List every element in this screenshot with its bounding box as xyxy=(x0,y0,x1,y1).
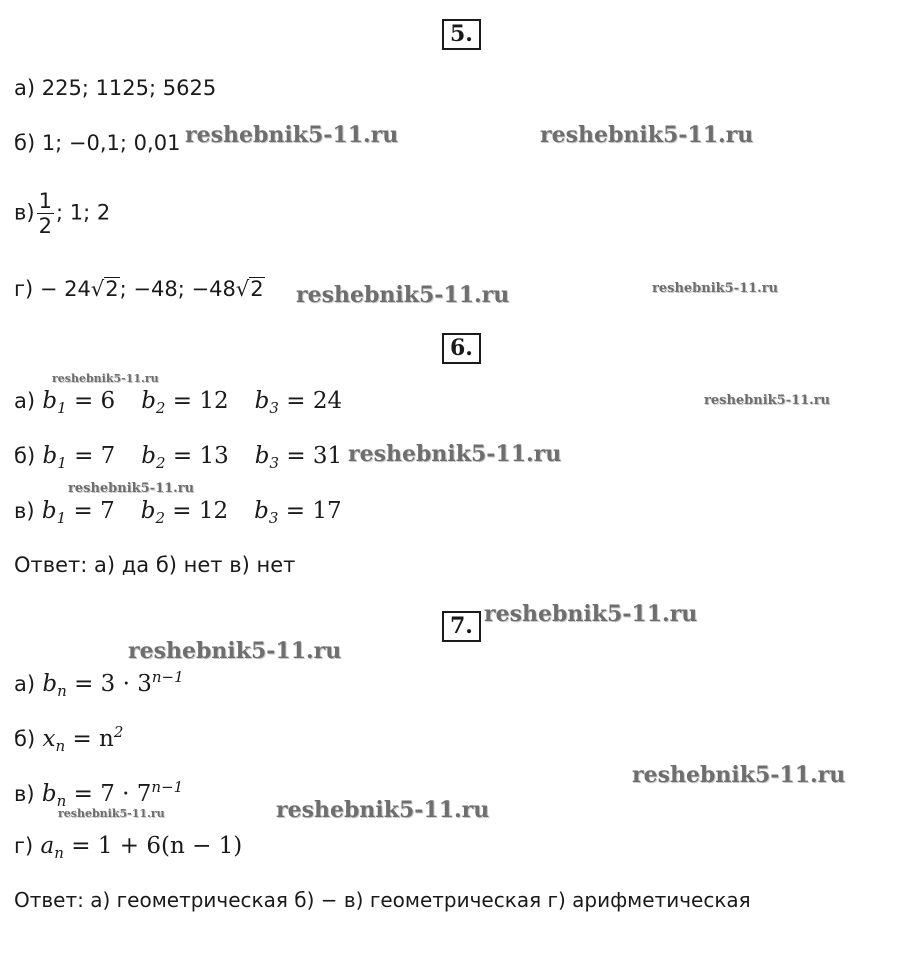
watermark-text: reshebnik5-11.ru xyxy=(68,481,195,496)
watermark-text: reshebnik5-11.ru xyxy=(52,372,159,385)
watermark-text: reshebnik5-11.ru xyxy=(540,122,754,148)
sqrt-symbol: √2 xyxy=(235,277,264,301)
p7-answer-a: а) $b_n = 3 \cdot 3^{n-1}$ xyxy=(14,668,184,700)
p6-answer-a: а) $b_1 = 6$ $b_2 = 12$ $b_3 = 24$ xyxy=(14,388,343,417)
watermark-text: reshebnik5-11.ru xyxy=(58,807,165,820)
problem-number-6: 6. xyxy=(442,333,481,364)
p6-final-answer: Ответ: а) да б) нет в) нет xyxy=(14,553,296,577)
watermark-text: reshebnik5-11.ru xyxy=(632,762,846,788)
watermark-text: reshebnik5-11.ru xyxy=(348,441,562,467)
watermark-text: reshebnik5-11.ru xyxy=(128,638,342,664)
watermark-text: reshebnik5-11.ru xyxy=(276,797,490,823)
p5-answer-a: а) 225; 1125; 5625 xyxy=(14,76,217,100)
p6-answer-v: в) $b_1 = 7$ $b_2 = 12$ $b_3 = 17$ xyxy=(14,498,342,527)
p5-answer-g: г) − 24√2; −48; −48√2 xyxy=(14,277,264,301)
p5-answer-v: в) $\frac{1}{2}$ ; 1; 2 xyxy=(14,189,111,239)
watermark-text: reshebnik5-11.ru xyxy=(484,601,698,627)
problem-number-5: 5. xyxy=(442,19,481,50)
p6-answer-b: б) $b_1 = 7$ $b_2 = 13$ $b_3 = 31$ xyxy=(14,443,343,472)
p7-answer-b: б) $x_n = n^2$ xyxy=(14,723,124,755)
p7-final-answer: Ответ: а) геометрическая б) − в) геометрическая г) арифметическая xyxy=(14,888,751,912)
p7-answer-v: в) $b_n = 7 \cdot 7^{n-1}$ xyxy=(14,778,184,810)
watermark-text: reshebnik5-11.ru xyxy=(296,282,510,308)
problem-number-7: 7. xyxy=(442,611,481,642)
p7-answer-g: г) $a_n = 1 + 6(n - 1)$ xyxy=(14,833,243,862)
fraction-one-half: $\frac{1}{2}$ xyxy=(38,189,52,239)
p5-answer-b: б) 1; −0,1; 0,01 xyxy=(14,131,181,155)
watermark-text: reshebnik5-11.ru xyxy=(704,393,831,408)
watermark-text: reshebnik5-11.ru xyxy=(652,281,779,296)
sqrt-symbol: √2 xyxy=(90,277,119,301)
watermark-text: reshebnik5-11.ru xyxy=(185,122,399,148)
